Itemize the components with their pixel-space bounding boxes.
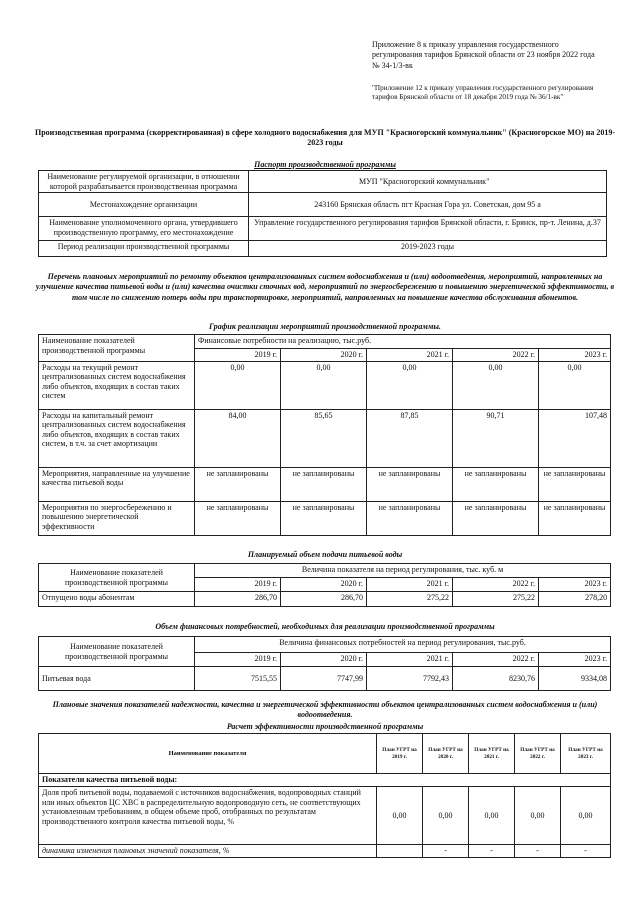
cell-value: не запланированы: [367, 467, 453, 501]
cell-value: 0,00: [453, 361, 539, 409]
table-row: [39, 845, 611, 858]
appendix-note: Приложение 8 к приказу управления государственного регулирования тарифов Брянской области от 23 ноября 2022 года № 34-1/3-вк: [372, 40, 595, 70]
cell-value: 275,22: [367, 592, 453, 607]
cell-value: 0,00: [281, 361, 367, 409]
passport-value: 243160 Брянская область пгт Красная Гора ул. Советская, дом 95 а: [249, 193, 607, 217]
cell-value: не запланированы: [367, 501, 453, 535]
supply-heading: Планируемый объем подачи питьевой воды: [247, 550, 403, 559]
row-label: Расходы на текущий ремонт централизованных систем водоснабжения либо объектов, входящих в состав таких систем: [39, 361, 195, 409]
cell-value: не запланированы: [281, 467, 367, 501]
year-header: 2022 г.: [453, 349, 539, 362]
row-label: Питьевая вода: [39, 667, 195, 691]
passport-table: [38, 170, 607, 257]
year-header: 2022 г.: [453, 578, 539, 592]
supply-col-val: Величина показателя на период регулирования, тыс. куб. м: [195, 564, 611, 578]
cell-value: не запланированы: [195, 501, 281, 535]
plan-header: План УГРТ на 2022 г.: [515, 734, 561, 774]
passport-row: [39, 171, 607, 193]
reliability-table: [38, 733, 611, 858]
passport-heading: Паспорт производственной программы: [254, 160, 396, 169]
cell-value: 0,00: [515, 787, 561, 845]
table-row: [39, 667, 611, 691]
year-header: 2020 г.: [281, 578, 367, 592]
passport-label: Местонахождение организации: [39, 193, 249, 217]
year-header: 2023 г.: [539, 578, 611, 592]
year-header: 2021 г.: [367, 578, 453, 592]
measures-col-label: Наименование показателей производственной программы: [39, 335, 195, 362]
measures-subheading: График реализации мероприятий производственной программы.: [209, 322, 441, 331]
supply-table: [38, 563, 611, 607]
row-label: Расходы на капитальный ремонт централизованных систем водоснабжения либо объектов, входящих в состав таких систем, в т.ч. за счет амортизации: [39, 409, 195, 467]
supply-col-label: Наименование показателей производственной программы: [39, 564, 195, 592]
row-label: Отпущено воды абонентам: [39, 592, 195, 607]
cell-value: не запланированы: [539, 467, 611, 501]
cell-value: не запланированы: [539, 501, 611, 535]
cell-value: 275,22: [453, 592, 539, 607]
plan-header: План УГРТ на 2020 г.: [423, 734, 469, 774]
cell-value: 90,71: [453, 409, 539, 467]
table-row: [39, 787, 611, 845]
table-row: [39, 467, 611, 501]
year-header: 2021 г.: [367, 653, 453, 667]
cell-value: 286,70: [195, 592, 281, 607]
passport-row: [39, 217, 607, 241]
cell-value: 84,00: [195, 409, 281, 467]
table-row: [39, 501, 611, 535]
year-header: 2019 г.: [195, 653, 281, 667]
cell-value: не запланированы: [195, 467, 281, 501]
cell-value: -: [423, 845, 469, 858]
cell-value: 87,85: [367, 409, 453, 467]
finance-table: [38, 636, 611, 691]
passport-row: [39, 241, 607, 257]
year-header: 2019 г.: [195, 578, 281, 592]
cell-value: 278,20: [539, 592, 611, 607]
cell-value: 0,00: [423, 787, 469, 845]
plan-header: План УГРТ на 2019 г.: [377, 734, 423, 774]
year-header: 2023 г.: [539, 653, 611, 667]
row-label: Мероприятия, направленные на улучшение качества питьевой воды: [39, 467, 195, 501]
year-header: 2021 г.: [367, 349, 453, 362]
group-label: Показатели качества питьевой воды:: [39, 774, 611, 787]
cell-value: 7515,55: [195, 667, 281, 691]
cell-value: 7747,99: [281, 667, 367, 691]
year-header: 2019 г.: [195, 349, 281, 362]
cell-value: 0,00: [539, 361, 611, 409]
table-row: [39, 361, 611, 409]
row-label: динамика изменения плановых значений показателя, %: [39, 845, 377, 858]
plan-header: План УГРТ на 2021 г.: [469, 734, 515, 774]
cell-value: не запланированы: [453, 501, 539, 535]
passport-value: Управление государственного регулирования тарифов Брянской области, г. Брянск, пр-т. Ленина, д.37: [249, 217, 607, 241]
cell-value: 0,00: [367, 361, 453, 409]
plan-header: План УГРТ на 2023 г.: [561, 734, 611, 774]
cell-value: 0,00: [195, 361, 281, 409]
table-row: [39, 592, 611, 607]
finance-heading: Объем финансовых потребностей, необходимых для реализации производственной программы: [155, 622, 495, 631]
cell-value: -: [561, 845, 611, 858]
cell-value: не запланированы: [453, 467, 539, 501]
passport-label: Наименование регулируемой организации, в отношении которой разрабатывается производственная программа: [39, 171, 249, 193]
year-header: 2020 г.: [281, 653, 367, 667]
row-label: Мероприятия по энергосбережению и повышению энергетической эффективности: [39, 501, 195, 535]
appendix-note-previous: "Приложение 12 к приказу управления государственного регулирования тарифов Брянской области от 18 декабря 2019 года № 36/1-вк": [372, 84, 594, 102]
cell-value: не запланированы: [281, 501, 367, 535]
cell-value: 7792,43: [367, 667, 453, 691]
cell-value: 0,00: [561, 787, 611, 845]
cell-value: -: [515, 845, 561, 858]
year-header: 2020 г.: [281, 349, 367, 362]
cell-value: -: [469, 845, 515, 858]
measures-col-fin: Финансовые потребности на реализацию, тыс.руб.: [195, 335, 611, 349]
reliability-heading: Плановые значения показателей надежности, качества и энергетической эффективности объектов централизованных систем водоснабжения и (или) водоотведения.: [52, 700, 598, 720]
passport-label: Наименование уполномоченного органа, утвердившего производственную программу, его местонахождение: [39, 217, 249, 241]
cell-value: 9334,08: [539, 667, 611, 691]
measures-heading: Перечень плановых мероприятий по ремонту объектов централизованных систем водоснабжения и (или) водоотведения, мероприятий, направленных на улучшение качества питьевой воды и (или) качества очистки сточных вод, мероприятий по энергосбережению и повышению энергетической эффективности, в том числе по снижению потерь воды при транспортировке, мероприятий, направленных на повышение качества обслуживания абонентов.: [35, 272, 615, 302]
reliability-col-label: Наименование показателя: [39, 734, 377, 774]
passport-value: 2019-2023 годы: [249, 241, 607, 257]
finance-col-val: Величина финансовых потребностей на период регулирования, тыс.руб.: [195, 637, 611, 653]
row-label: Доля проб питьевой воды, подаваемой с источников водоснабжения, водопроводных станций или иных объектов ЦС ХВС в распределительную водопроводную сеть, не соответствующих установленным требованиям, в общем объеме проб, отобранных по результатам производственного контроля качества питьевой воды, %: [39, 787, 377, 845]
passport-value: МУП "Красногорский коммунальник": [249, 171, 607, 193]
reliability-subheading: Расчет эффективности производственной программы: [226, 722, 424, 731]
cell-value: 107,48: [539, 409, 611, 467]
measures-table: [38, 334, 611, 536]
year-header: 2022 г.: [453, 653, 539, 667]
table-row: [39, 774, 611, 787]
cell-value: 8230,76: [453, 667, 539, 691]
cell-value: 0,00: [377, 787, 423, 845]
year-header: 2023 г.: [539, 349, 611, 362]
table-row: [39, 409, 611, 467]
cell-value: 0,00: [469, 787, 515, 845]
passport-row: [39, 193, 607, 217]
document-title: Производственная программа (скорректированная) в сфере холодного водоснабжения для МУП "Красногорский коммунальник" (Красногорское МО) на 2019-2023 годы: [35, 128, 615, 148]
cell-value: 85,65: [281, 409, 367, 467]
passport-label: Период реализации производственной программы: [39, 241, 249, 257]
cell-value: 286,70: [281, 592, 367, 607]
finance-col-label: Наименование показателей производственной программы: [39, 637, 195, 667]
cell-value: [377, 845, 423, 858]
